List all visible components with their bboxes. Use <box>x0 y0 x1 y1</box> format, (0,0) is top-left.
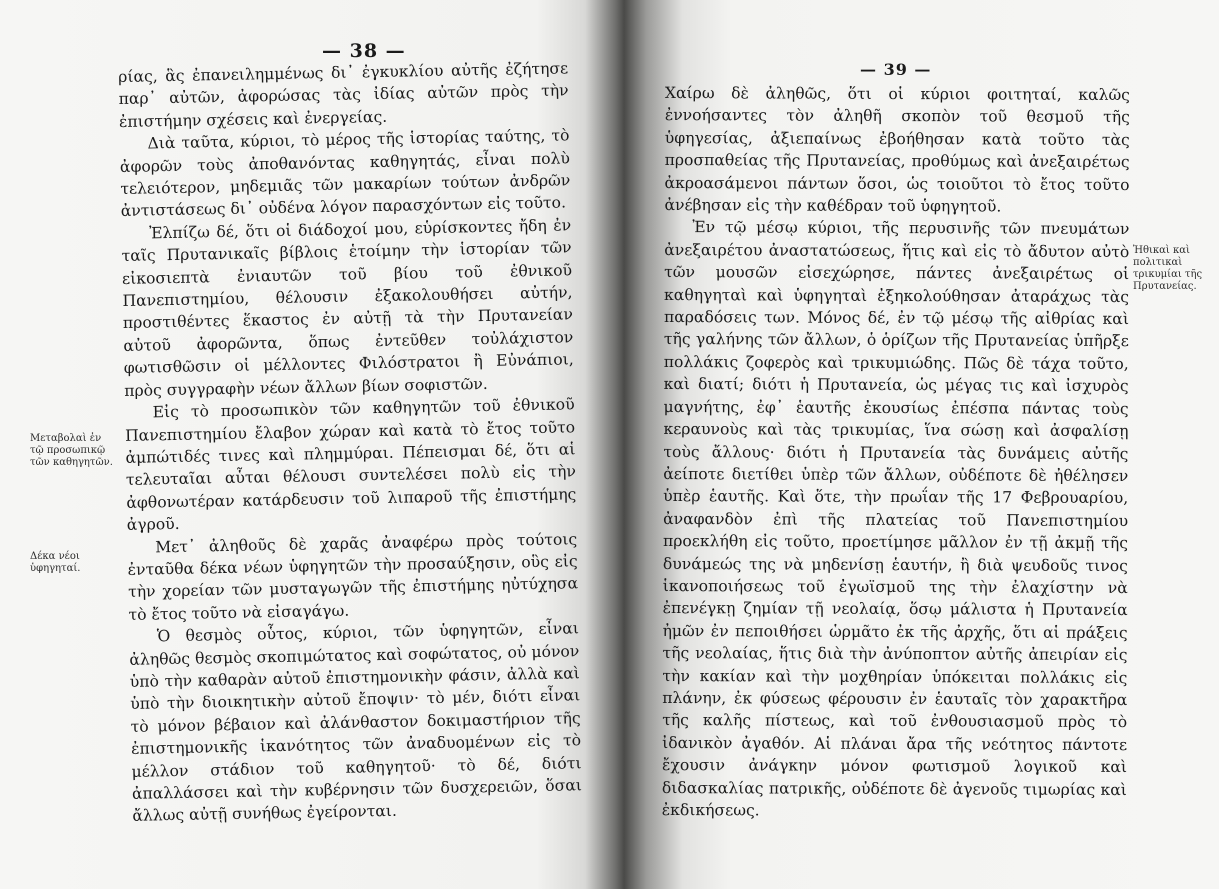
paragraph: Μετ᾽ ἀληθοῦς δὲ χαρᾶς ἀναφέρω πρὸς τούτοις ἐνταῦθα δέκα νέων ὑφηγητῶν τὴν προσαύξησιν, οὓς εἰς τὴν χορείαν τῶν μυσταγωγῶν τῆς ἐπιστήμης ηὐτύχησα τὸ ἔτος τοῦτο νὰ εἰσαγάγω. <box>127 529 579 624</box>
left-page-body <box>118 57 583 827</box>
margin-note-staff-changes: Μεταβολαὶ ἐν τῷ προσωπικῷ τῶν καθηγητῶν. <box>30 433 113 468</box>
left-page-number: — 38 — <box>322 40 406 62</box>
paragraph: Εἰς τὸ προσωπικὸν τῶν καθηγητῶν τοῦ ἐθνικοῦ Πανεπιστημίου ἔλαβον χώραν καὶ κατὰ τὸ ἔτος τοῦτο ἀμπώτιδές τινες καὶ πλημμύραι. Πέπεισμαι δέ, ὅτι αἱ τελευταῖαι αὗται θέλουσι συντελέσει πολὺ εἰς τὴν ἀφθονωτέραν κατάρδευσιν τοῦ λιπαροῦ τῆς ἐπιστήμης ἀγροῦ. <box>124 395 577 535</box>
paragraph: Διὰ ταῦτα, κύριοι, τὸ μέρος τῆς ἱστορίας ταύτης, τὸ ἀφορῶν τοὺς ἀποθανόντας καθηγητάς, εἶναι πολὺ τελειότερον, μηδεμιᾶς τῶν μακαρίων τούτων ἀνδρῶν ἀντιστάσεως δι᾽ οὐδένα λόγον παρασχόντων εἰς τοῦτο. <box>119 126 571 221</box>
paragraph: ρίας, ἃς ἐπανειλημμένως δι᾽ ἐγκυκλίου αὐτῆς ἐζήτησε παρ᾽ αὐτῶν, ἀφορώσας τὰς ἰδίας αὐτῶν πρὸς τὴν ἐπιστήμην σχέσεις καὶ ἐνεργείας. <box>118 59 569 131</box>
paragraph: Ἐν τῷ μέσῳ κύριοι, τῆς περυσινῆς τῶν πνευμάτων ἀνεξαιρέτου ἀναστατώσεως, ἥτις καὶ εἰς τὸ ἄδυτον αὐτὸ τῶν μουσῶν εἰσεχώρησε, πάντες ἀνεξαιρέτως οἱ καθηγηταὶ καὶ ὑφηγηταὶ ἐξηκολούθησαν ἀταράχως τὰς παραδόσεις των. Μόνος δέ, ἐν τῷ μέσῳ τῆς αἰθρίας καὶ τῆς γαλήνης τῶν ἄλλων, ὁ ὁρίζων τῆς Πρυτανείας ὑπῆρξε πολλάκις ζοφερὸς καὶ τρικυμιώδης. Πῶς δὲ τάχα τοῦτο, καὶ διατί; διότι ἡ Πρυτανεία, ὡς μέγας τις καὶ ἰσχυρὸς μαγνήτης, ἐφ᾽ ἑαυτῆς ἐκουσίως ἐπέσπα πάντας τοὺς κεραυνοὺς καὶ τὰς τρικυμίας, ἵνα σώσῃ καὶ ἀσφαλίσῃ τοὺς ἄλλους· διότι ἡ Πρυτανεία τὰς δυνάμεις αὐτῆς ἀείποτε διετίθει ὑπὲρ τῶν ἄλλων, οὐδέποτε δὲ ἠθέλησεν ὑπὲρ ἑαυτῆς. Καὶ ὅτε, τὴν πρωΐαν τῆς 17 Φεβρουαρίου, ἀναφανδὸν ἐπὶ τῆς πλατείας τοῦ Πανεπιστημίου προεκλήθη εἰς τοῦτο, προετίμησε μᾶλλον ἐν τῇ ἀκμῇ τῆς δυνάμεώς της νὰ μηδενίσῃ ἑαυτήν, ἢ διὰ ψευδοῦς τινος ἱκανοποιήσεως τοῦ ἐγωϊσμοῦ της τὴν ἐλαχίστην νὰ ἐπενέγκῃ ζημίαν τῇ νεολαίᾳ, ὅσῳ μάλιστα ἡ Πρυτανεία ἠμῶν ἐν πεποιθήσει ὡρμᾶτο ἐκ τῆς ἀρχῆς, ὅτι αἱ πράξεις τῆς νεολαίας, ἥτις διὰ τὴν ἀνύποπτον αὐτῆς ἀπειρίαν εἰς τὴν κακίαν καὶ τὴν μοχθηρίαν ὑπόκειται πολλάκις εἰς πλάνην, ἐκ φύσεως φέρουσιν ἐν ἑαυταῖς τὸν χαρακτῆρα τῆς καλῆς πίστεως, καὶ τοῦ ἐνθουσιασμοῦ πρὸς τὸ ἰδανικὸν ἀγαθόν. Αἱ πλάναι ἄρα τῆς νεότητος πάντοτε ἔχουσιν ἀνάγκην μόνον φωτισμοῦ λογικοῦ καὶ διδασκαλίας πατρικῆς, οὐδέποτε δὲ ἀγενοῦς τιμωρίας καὶ ἐκδικήσεως. <box>661 218 1130 820</box>
right-page-number: — 39 — <box>860 60 932 79</box>
margin-note-storms: Ἠθικαὶ καὶ πολιτικαὶ τρικυμίαι τῆς Πρυτανείας. <box>1133 245 1203 292</box>
paragraph: Χαίρω δὲ ἀληθῶς, ὅτι οἱ κύριοι φοιτηταί, καλῶς ἐννοήσαντες τὸν ἀληθῆ σκοπὸν τοῦ θεσμοῦ τῆς ὑφηγεσίας, ἀξιεπαίνως ἐβοήθησαν κατὰ τοῦτο τὰς προσπαθείας τῆς Πρυτανείας, προθύμως καὶ ἀνεξαιρέτως ἀκροασάμενοι πάντων ὅσοι, ὡς τοιοῦτοι τὸ ἔτος τοῦτο ἀνέβησαν εἰς τὴν καθέδραν τοῦ ὑφηγητοῦ. <box>664 83 1130 216</box>
margin-note-new-lecturers: Δέκα νέοι ὑφηγηταί. <box>30 551 81 574</box>
paragraph: Ὁ θεσμὸς οὗτος, κύριοι, τῶν ὑφηγητῶν, εἶναι ἀληθῶς θεσμὸς σκοπιμώτατος καὶ σοφώτατος, οὐ μόνον ὑπὸ τὴν καθαρὰν αὐτοῦ ἐπιστημονικὴν φάσιν, ἀλλὰ καὶ ὑπὸ τὴν διοικητικὴν αὐτοῦ ἔποψιν· τὸ μέν, διότι εἶναι τὸ μόνον βέβαιον καὶ ἀλάνθαστον δοκιμαστήριον τῆς ἐπιστημονικῆς ἱκανότητος τῶν ἀναδυομένων εἰς τὸ μέλλον στάδιον τοῦ καθηγητοῦ· τὸ δέ, διότι ἀπαλλάσσει καὶ τὴν κυβέρνησιν τῶν δυσχερειῶν, ὅσαι ἄλλως αὐτῇ συνήθως ἐγείρονται. <box>129 619 583 826</box>
paragraph: Ἐλπίζω δέ, ὅτι οἱ διάδοχοί μου, εὑρίσκοντες ἤδη ἐν ταῖς Πρυτανικαῖς βίβλοις ἑτοίμην τὴν ἱστορίαν τῶν εἰκοσιεπτὰ ἐνιαυτῶν τοῦ βίου τοῦ ἐθνικοῦ Πανεπιστημίου, θέλουσιν ἐξακολουθήσει αὐτήν, προστιθέντες ἕκαστος ἐν αὐτῇ τὰ τὴν Πρυτανείαν αὐτοῦ ἀφορῶντα, ὅπως ἐντεῦθεν τοὐλάχιστον φωτισθῶσιν οἱ μέλλοντες Φιλόστρατοι ἢ Εὐνάπιοι, πρὸς συγγραφὴν νέων ἄλλων βίων σοφιστῶν. <box>121 216 574 400</box>
right-page-body <box>662 82 1130 823</box>
